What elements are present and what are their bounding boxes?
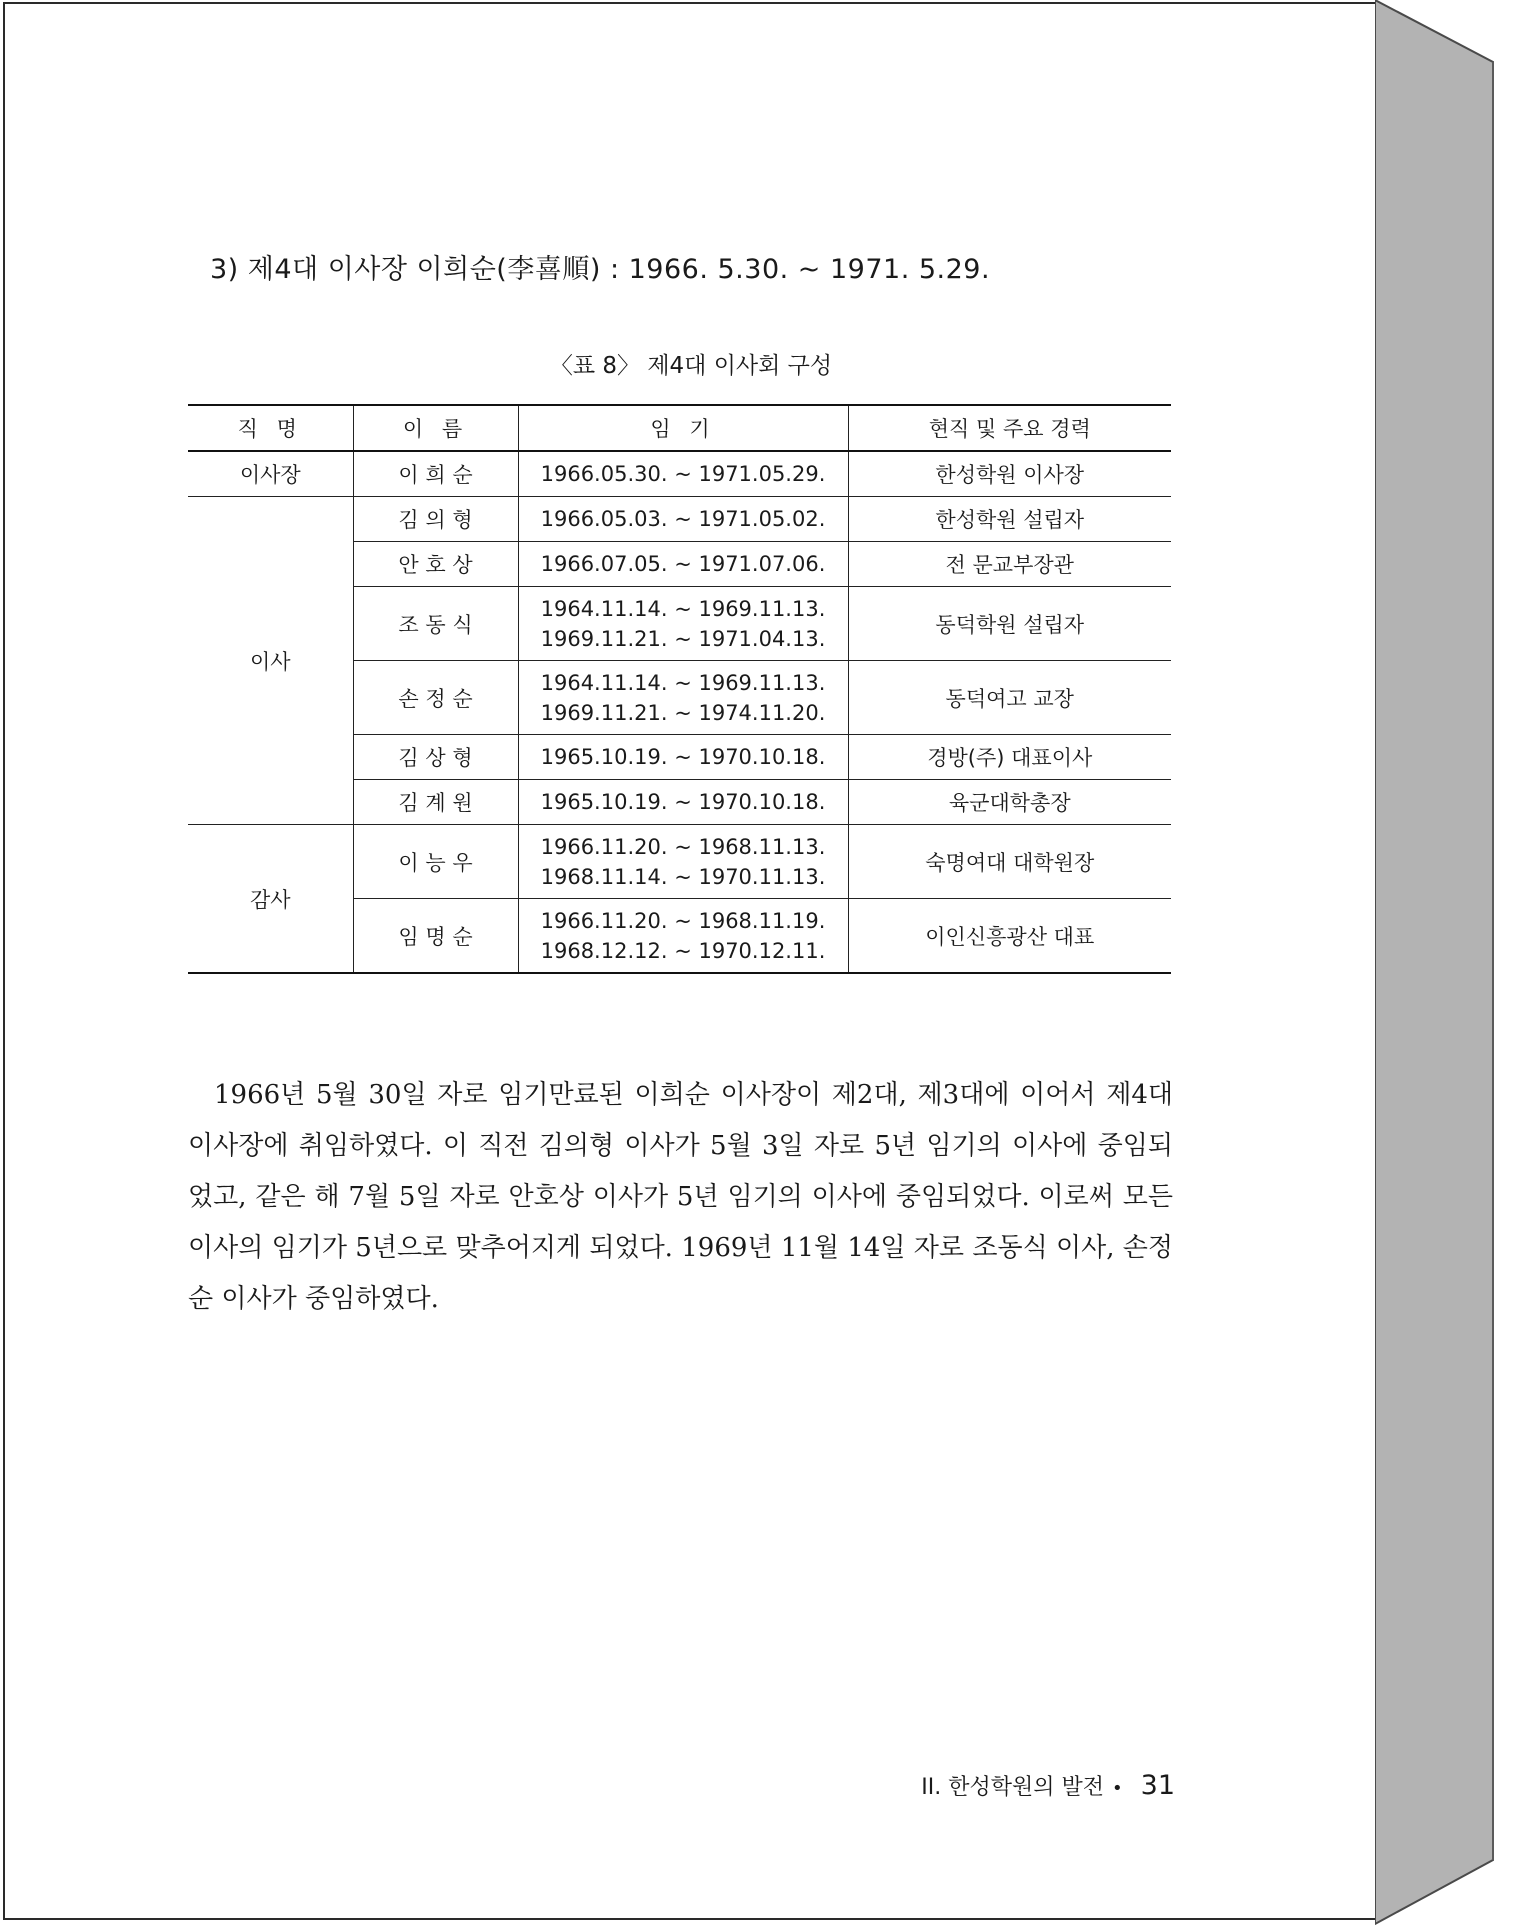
header-position: 직 명 bbox=[188, 405, 353, 451]
career-cell: 전 문교부장관 bbox=[848, 542, 1171, 587]
term-cell bbox=[518, 825, 848, 899]
section-heading: 3) 제4대 이사장 이희순(李喜順) : 1966. 5.30. ~ 1971. 5.29. bbox=[210, 254, 991, 285]
table-row bbox=[188, 451, 1171, 497]
header-career: 현직 및 주요 경력 bbox=[848, 405, 1171, 451]
name-cell: 이 능 우 bbox=[353, 825, 518, 899]
table-header-row bbox=[188, 405, 1171, 451]
term-line: 1966.07.05. ~ 1971.07.06. bbox=[540, 552, 826, 576]
career-cell: 숙명여대 대학원장 bbox=[848, 825, 1171, 899]
term-cell bbox=[518, 451, 848, 497]
document-page bbox=[3, 2, 1377, 1920]
table-caption: 〈표 8〉 제4대 이사회 구성 bbox=[549, 353, 833, 379]
term-line: 1966.11.20. ~ 1968.11.13. bbox=[540, 834, 826, 859]
name-cell: 조 동 식 bbox=[353, 587, 518, 661]
career-cell: 육군대학총장 bbox=[848, 780, 1171, 825]
board-composition-table bbox=[188, 404, 1171, 974]
term-line: 1968.11.14. ~ 1970.11.13. bbox=[540, 864, 826, 889]
name-cell: 김 상 형 bbox=[353, 735, 518, 780]
role-cell: 감사 bbox=[188, 825, 353, 974]
header-term: 임 기 bbox=[518, 405, 848, 451]
role-cell: 이사장 bbox=[188, 451, 353, 497]
name-cell: 김 의 형 bbox=[353, 497, 518, 542]
name-cell: 안 호 상 bbox=[353, 542, 518, 587]
name-cell: 임 명 순 bbox=[353, 899, 518, 974]
career-cell: 동덕학원 설립자 bbox=[848, 587, 1171, 661]
term-line: 1966.05.03. ~ 1971.05.02. bbox=[540, 507, 826, 531]
career-cell: 경방(주) 대표이사 bbox=[848, 735, 1171, 780]
term-cell bbox=[518, 497, 848, 542]
role-cell: 이사 bbox=[188, 497, 353, 825]
table-row bbox=[188, 825, 1171, 899]
term-cell bbox=[518, 661, 848, 735]
page-footer bbox=[5, 1770, 1175, 1801]
career-cell: 이인신흥광산 대표 bbox=[848, 899, 1171, 974]
table-row bbox=[188, 497, 1171, 542]
term-line: 1969.11.21. ~ 1971.04.13. bbox=[540, 626, 826, 651]
header-name: 이 름 bbox=[353, 405, 518, 451]
name-cell: 손 정 순 bbox=[353, 661, 518, 735]
career-cell: 한성학원 이사장 bbox=[848, 451, 1171, 497]
term-cell bbox=[518, 735, 848, 780]
term-line: 1965.10.19. ~ 1970.10.18. bbox=[540, 790, 826, 814]
term-line: 1966.05.30. ~ 1971.05.29. bbox=[540, 462, 826, 486]
term-line: 1964.11.14. ~ 1969.11.13. bbox=[540, 670, 826, 695]
name-cell: 김 계 원 bbox=[353, 780, 518, 825]
name-cell: 이 희 순 bbox=[353, 451, 518, 497]
footer-chapter: II. 한성학원의 발전 bbox=[921, 1775, 1105, 1800]
term-line: 1968.12.12. ~ 1970.12.11. bbox=[540, 938, 826, 963]
term-line: 1964.11.14. ~ 1969.11.13. bbox=[540, 596, 826, 621]
term-line: 1966.11.20. ~ 1968.11.19. bbox=[540, 908, 826, 933]
term-cell bbox=[518, 780, 848, 825]
term-line: 1965.10.19. ~ 1970.10.18. bbox=[540, 745, 826, 769]
term-cell bbox=[518, 587, 848, 661]
career-cell: 한성학원 설립자 bbox=[848, 497, 1171, 542]
term-cell bbox=[518, 899, 848, 974]
term-cell bbox=[518, 542, 848, 587]
body-paragraph: 1966년 5월 30일 자로 임기만료된 이희순 이사장이 제2대, 제3대에 이어서 제4대 이사장에 취임하였다. 이 직전 김의형 이사가 5월 3일 자로 5년 임기의 이사에 중임되었고, 같은 해 7월 5일 자로 안호상 이사가 5년 임기의 이사에 중임되었다. 이로써 모든 이사의 임기가 5년으로 맞추어지게 되었다. 1969년 11월 14일 자로 조동식 이사, 손정순 이사가 중임하였다. bbox=[188, 1080, 1173, 1314]
page-number: 31 bbox=[1140, 1770, 1175, 1801]
book-edge-shading bbox=[1375, 0, 1520, 1926]
term-line: 1969.11.21. ~ 1974.11.20. bbox=[540, 700, 826, 725]
footer-bullet: • bbox=[1112, 1778, 1123, 1799]
career-cell: 동덕여고 교장 bbox=[848, 661, 1171, 735]
